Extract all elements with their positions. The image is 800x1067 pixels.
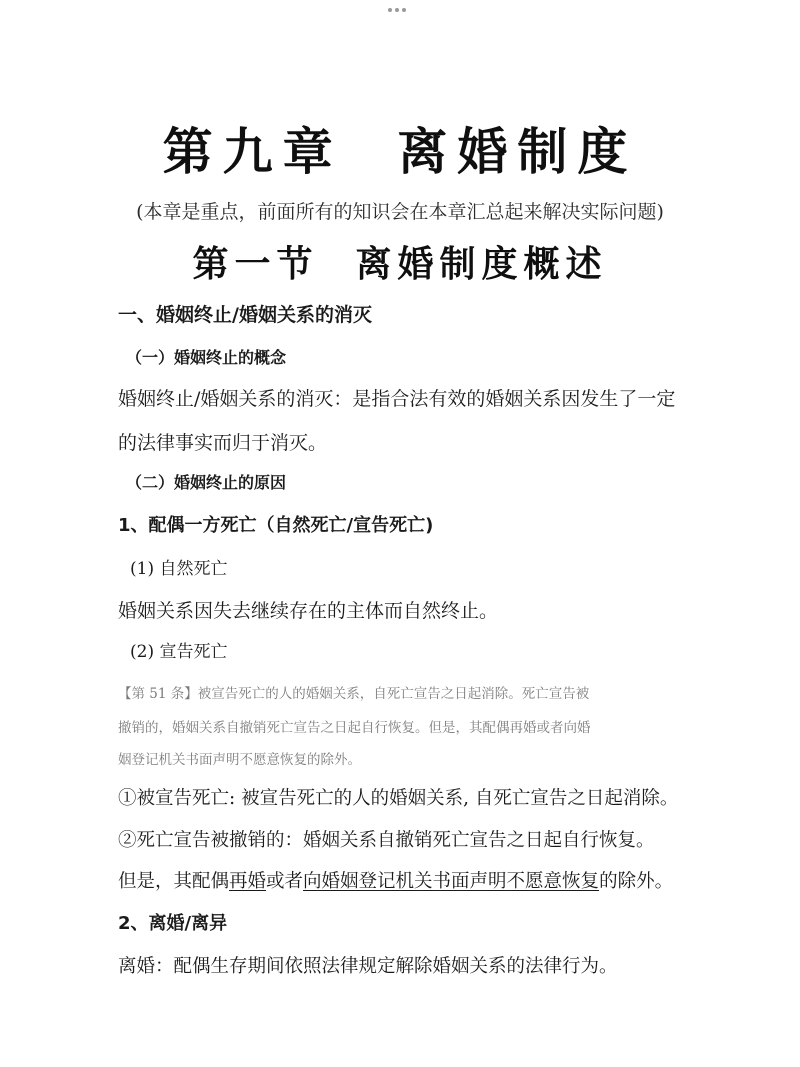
exception-text-mid: 或者 xyxy=(266,871,304,892)
point-declared-death: ①被宣告死亡: 被宣告死亡的人的婚姻关系, 自死亡宣告之日起消除。 xyxy=(118,788,679,809)
heading-causes: （二）婚姻终止的原因 xyxy=(126,473,287,492)
heading-spouse-death: 1、配偶一方死亡（自然死亡/宣告死亡) xyxy=(118,515,434,536)
exception-text-post: 的除外。 xyxy=(599,871,674,892)
paragraph-divorce: 离婚：配偶生存期间依照法律规定解除婚姻关系的法律行为。 xyxy=(118,956,618,977)
label-natural-death: (1) 自然死亡 xyxy=(130,559,228,579)
law-article-line1: 【第 51 条】被宣告死亡的人的婚姻关系，自死亡宣告之日起消除。死亡宣告被 xyxy=(118,686,590,702)
law-article-line2: 撤销的，婚姻关系自撤销死亡宣告之日起自行恢复。但是，其配偶再婚或者向婚 xyxy=(118,720,591,736)
heading-concept: （一）婚姻终止的概念 xyxy=(126,348,287,367)
chapter-note: (本章是重点，前面所有的知识会在本章汇总起来解决实际问题) xyxy=(136,201,664,223)
paragraph-natural-death: 婚姻关系因失去继续存在的主体而自然终止。 xyxy=(118,600,499,622)
law-article-line3: 姻登记机关书面声明不愿意恢复的除外。 xyxy=(118,752,361,768)
exception-text-pre: 但是，其配偶 xyxy=(118,871,230,892)
section-title: 第一节 离婚制度概述 xyxy=(192,243,608,285)
point-exception xyxy=(118,867,673,893)
heading-level-1: 一、婚姻终止/婚姻关系的消灭 xyxy=(118,304,372,326)
underlined-remarriage: 再婚 xyxy=(229,871,267,892)
heading-divorce: 2、离婚/离异 xyxy=(118,913,228,934)
chapter-title: 第九章 离婚制度 xyxy=(162,122,638,181)
label-declared-death: (2) 宣告死亡 xyxy=(130,642,228,662)
paragraph-concept-line1: 婚姻终止/婚姻关系的消灭：是指合法有效的婚姻关系因发生了一定 xyxy=(118,388,676,410)
paragraph-concept-line2: 的法律事实而归于消灭。 xyxy=(118,432,328,454)
underlined-written-declaration: 向婚姻登记机关书面声明不愿意恢复 xyxy=(303,871,600,892)
point-declaration-revoked: ②死亡宣告被撤销的：婚姻关系自撤销死亡宣告之日起自行恢复。 xyxy=(118,830,655,851)
